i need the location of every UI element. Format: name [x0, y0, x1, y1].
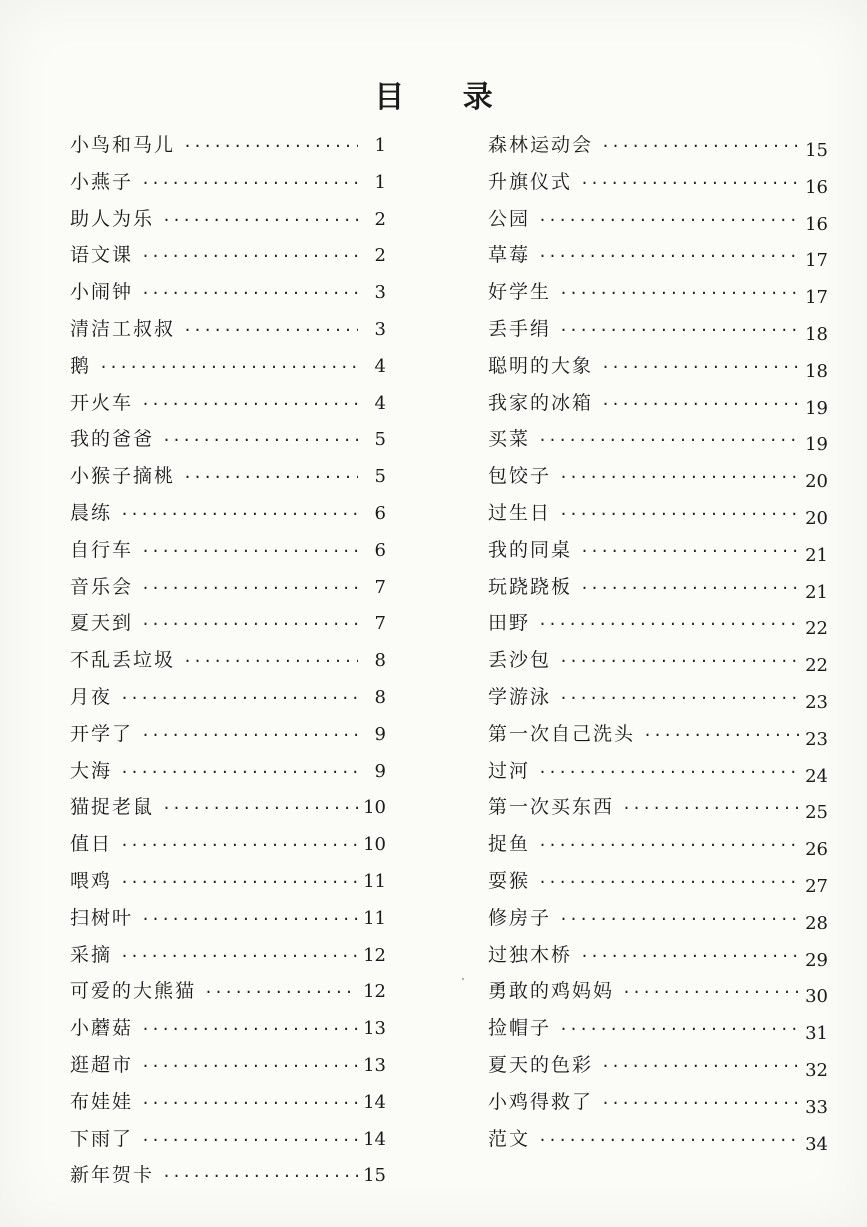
toc-entry-title: 修房子	[488, 906, 552, 929]
toc-entry	[70, 1121, 386, 1158]
toc-entry-title: 第一次自己洗头	[488, 722, 636, 745]
toc-entry	[488, 826, 828, 863]
toc-entry	[488, 937, 828, 974]
toc-entry-title: 鹅	[70, 354, 92, 377]
toc-entry-page: 25	[805, 802, 828, 824]
toc-entry-page: 29	[805, 949, 828, 971]
dot-leader	[141, 606, 358, 643]
dot-leader	[538, 864, 800, 901]
dot-leader	[580, 165, 800, 202]
toc-entry-page: 22	[805, 655, 828, 677]
toc-entry-title: 学游泳	[488, 685, 552, 708]
dot-leader	[559, 643, 800, 680]
toc-entry	[488, 900, 828, 937]
toc-entry-title: 我的爸爸	[70, 428, 155, 451]
toc-column-right	[488, 127, 828, 1157]
toc-entry	[488, 1047, 828, 1084]
dot-leader	[622, 974, 800, 1011]
toc-entry	[70, 1157, 386, 1194]
toc-entry-page: 33	[805, 1096, 828, 1118]
toc-entry-title: 语文课	[70, 244, 134, 267]
dot-leader	[141, 901, 358, 938]
toc-entry	[70, 642, 386, 679]
toc-entry-page: 1	[374, 135, 386, 156]
dot-leader	[559, 1011, 800, 1048]
toc-entry-title: 月夜	[70, 685, 113, 708]
toc-entry	[488, 789, 828, 826]
dot-leader	[538, 827, 800, 864]
toc-entry-title: 采摘	[70, 943, 113, 966]
dot-leader	[120, 864, 358, 901]
toc-entry-title: 新年贺卡	[70, 1164, 155, 1187]
dot-leader	[183, 643, 358, 680]
dot-leader	[601, 349, 800, 386]
toc-entry-page: 27	[805, 875, 828, 897]
dot-leader	[183, 459, 358, 496]
toc-entry-page: 7	[374, 576, 386, 598]
dot-leader	[183, 312, 358, 349]
toc-entry-page: 16	[805, 213, 828, 235]
dot-leader	[162, 422, 358, 459]
toc-entry-page: 5	[374, 466, 386, 488]
dot-leader	[141, 1048, 358, 1085]
toc-entry-page: 2	[374, 208, 386, 230]
toc-entry	[488, 605, 828, 642]
toc-entry-title: 夏天的色彩	[488, 1053, 594, 1076]
toc-entry-page: 17	[805, 287, 828, 309]
toc-entry-page: 9	[374, 760, 386, 782]
dot-leader	[580, 533, 800, 570]
toc-entry-title: 丢沙包	[488, 649, 552, 672]
dot-leader	[622, 790, 800, 827]
dot-leader	[538, 606, 800, 643]
toc-entry-title: 喂鸡	[70, 869, 113, 892]
toc-entry	[488, 1121, 828, 1158]
toc-entry-title: 自行车	[70, 538, 134, 561]
toc-entry-title: 下雨了	[70, 1127, 134, 1150]
toc-entry-title: 第一次买东西	[488, 796, 615, 819]
toc-entry-title: 音乐会	[70, 575, 134, 598]
dot-leader	[141, 1122, 358, 1159]
toc-entry	[70, 863, 386, 900]
toc-entry-page: 22	[805, 618, 828, 640]
toc-entry-title: 清洁工叔叔	[70, 317, 176, 340]
toc-entry	[70, 937, 386, 974]
dot-leader	[538, 1122, 800, 1159]
toc-entry-title: 可爱的大熊猫	[70, 980, 197, 1003]
toc-entry-title: 扫树叶	[70, 906, 134, 929]
toc-entry	[70, 421, 386, 458]
toc-entry-page: 21	[805, 544, 828, 566]
dot-leader	[141, 165, 358, 202]
toc-entry-page: 13	[363, 1054, 386, 1076]
toc-entry	[70, 716, 386, 753]
dot-leader	[538, 422, 800, 459]
toc-entry-page: 8	[374, 650, 386, 672]
toc-entry-title: 田野	[488, 612, 531, 635]
toc-entry	[70, 127, 386, 164]
dot-leader	[120, 496, 358, 533]
dot-leader	[141, 570, 358, 607]
toc-entry	[488, 532, 828, 569]
toc-entry-page: 10	[363, 797, 386, 819]
toc-entry-title: 玩跷跷板	[488, 575, 573, 598]
toc-entry-title: 森林运动会	[488, 134, 594, 156]
dot-leader	[601, 1085, 800, 1122]
toc-entry-page: 12	[363, 944, 386, 966]
toc-entry	[488, 348, 828, 385]
dot-leader	[559, 275, 800, 312]
toc-entry-title: 升旗仪式	[488, 170, 573, 193]
toc-entry-page: 12	[363, 981, 386, 1003]
toc-entry	[70, 274, 386, 311]
toc-entry-page: 28	[805, 912, 828, 934]
dot-leader	[559, 496, 800, 533]
toc-entry-title: 过河	[488, 759, 531, 782]
dot-leader	[141, 386, 358, 423]
toc-entry-title: 小蘑菇	[70, 1017, 134, 1040]
dot-leader	[141, 533, 358, 570]
toc-entry-title: 开学了	[70, 722, 134, 745]
toc-list-right	[488, 127, 828, 1157]
toc-entry	[488, 1084, 828, 1121]
dot-leader	[120, 938, 358, 975]
toc-column-left	[70, 127, 386, 1194]
toc-entry-page: 7	[374, 613, 386, 635]
dot-leader	[162, 1158, 358, 1195]
toc-entry	[70, 826, 386, 863]
dot-leader	[580, 570, 800, 607]
toc-entry-title: 我家的冰箱	[488, 391, 594, 414]
toc-entry	[488, 458, 828, 495]
dot-leader	[538, 754, 800, 791]
dot-leader	[601, 1048, 800, 1085]
toc-entry-title: 小鸡得救了	[488, 1090, 594, 1113]
toc-entry	[70, 201, 386, 238]
toc-entry	[488, 201, 828, 238]
toc-entry-page: 10	[363, 834, 386, 856]
toc-entry-title: 公园	[488, 207, 531, 230]
toc-entry-title: 包饺子	[488, 465, 552, 488]
dot-leader	[538, 238, 800, 275]
toc-entry	[488, 716, 828, 753]
toc-entry-page: 13	[363, 1018, 386, 1040]
toc-entry	[488, 642, 828, 679]
toc-entry-title: 逛超市	[70, 1053, 134, 1076]
toc-entry	[488, 385, 828, 422]
toc-entry	[70, 789, 386, 826]
toc-entry	[70, 164, 386, 201]
toc-entry-page: 30	[805, 986, 828, 1008]
dot-leader	[162, 202, 358, 239]
toc-entry-title: 不乱丢垃圾	[70, 649, 176, 672]
toc-entry	[70, 973, 386, 1010]
dot-leader	[141, 717, 358, 754]
dot-leader	[559, 459, 800, 496]
toc-entry	[488, 421, 828, 458]
toc-entry-title: 买菜	[488, 428, 531, 451]
toc-entry	[70, 237, 386, 274]
toc-entry	[70, 385, 386, 422]
toc-entry-page: 20	[805, 507, 828, 529]
toc-entry-title: 值日	[70, 833, 113, 856]
dot-leader	[141, 1085, 358, 1122]
dot-leader	[99, 349, 358, 386]
toc-entry	[70, 753, 386, 790]
toc-entry-title: 聪明的大象	[488, 354, 594, 377]
toc-entry-page: 16	[805, 176, 828, 198]
toc-entry-title: 小鸟和马儿	[70, 134, 176, 156]
toc-entry-title: 捉鱼	[488, 833, 531, 856]
toc-entry-page: 23	[805, 691, 828, 713]
dot-leader	[120, 754, 358, 791]
toc-entry	[488, 311, 828, 348]
toc-entry-title: 过独木桥	[488, 943, 573, 966]
dot-leader	[162, 790, 358, 827]
toc-entry-title: 猫捉老鼠	[70, 796, 155, 819]
toc-entry-page: 34	[805, 1133, 828, 1155]
dot-leader	[559, 312, 800, 349]
toc-entry	[70, 348, 386, 385]
dot-leader	[120, 827, 358, 864]
toc-entry-page: 1	[374, 171, 386, 193]
toc-entry-title: 范文	[488, 1127, 531, 1150]
toc-entry	[70, 1047, 386, 1084]
toc-entry-page: 3	[374, 318, 386, 340]
toc-entry-page: 18	[805, 323, 828, 345]
toc-entry	[488, 569, 828, 606]
toc-entry-page: 31	[805, 1023, 828, 1045]
toc-entry	[488, 127, 828, 164]
toc-entry-title: 耍猴	[488, 869, 531, 892]
toc-entry	[488, 1010, 828, 1047]
toc-entry	[488, 164, 828, 201]
toc-entry-page: 11	[363, 870, 386, 892]
toc-entry-page: 24	[805, 765, 828, 787]
toc-entry-page: 15	[805, 140, 828, 161]
toc-entry-page: 23	[805, 728, 828, 750]
toc-entry-title: 丢手绢	[488, 317, 552, 340]
toc-entry-page: 8	[374, 686, 386, 708]
dot-leader	[204, 974, 358, 1011]
toc-entry-page: 6	[374, 539, 386, 561]
toc-entry	[488, 863, 828, 900]
toc-entry	[70, 569, 386, 606]
toc-entry	[70, 900, 386, 937]
toc-entry	[70, 605, 386, 642]
toc-entry	[488, 679, 828, 716]
toc-entry-title: 小燕子	[70, 170, 134, 193]
toc-entry	[70, 532, 386, 569]
dot-leader	[559, 901, 800, 938]
toc-entry-page: 19	[805, 434, 828, 456]
dot-leader	[538, 202, 800, 239]
toc-entry-page: 19	[805, 397, 828, 419]
toc-entry	[70, 1084, 386, 1121]
toc-entry-title: 好学生	[488, 281, 552, 304]
toc-entry-page: 26	[805, 839, 828, 861]
toc-entry-page: 2	[374, 245, 386, 267]
toc-entry-page: 15	[363, 1165, 386, 1187]
toc-entry-page: 9	[374, 723, 386, 745]
toc-entry-page: 4	[374, 392, 386, 414]
dot-leader	[141, 238, 358, 275]
toc-entry-title: 夏天到	[70, 612, 134, 635]
toc-entry	[70, 458, 386, 495]
dot-leader	[120, 680, 358, 717]
toc-entry-page: 21	[805, 581, 828, 603]
toc-entry-page: 18	[805, 360, 828, 382]
toc-entry-page: 6	[374, 502, 386, 524]
dot-leader	[559, 680, 800, 717]
toc-entry-title: 大海	[70, 759, 113, 782]
toc-entry-title: 布娃娃	[70, 1090, 134, 1113]
dot-leader	[580, 938, 800, 975]
toc-entry	[488, 237, 828, 274]
toc-entry-title: 捡帽子	[488, 1017, 552, 1040]
toc-entry-page: 20	[805, 471, 828, 493]
scan-speck	[462, 978, 464, 980]
toc-entry-page: 3	[374, 282, 386, 304]
dot-leader	[601, 128, 800, 165]
toc-entry-page: 17	[805, 250, 828, 272]
toc-entry-title: 小猴子摘桃	[70, 465, 176, 488]
toc-entry	[488, 495, 828, 532]
toc-entry-page: 14	[363, 1091, 386, 1113]
toc-entry-title: 勇敢的鸡妈妈	[488, 980, 615, 1003]
toc-entry	[70, 1010, 386, 1047]
toc-entry	[488, 274, 828, 311]
toc-entry-page: 32	[805, 1059, 828, 1081]
toc-entry-page: 5	[374, 429, 386, 451]
toc-entry	[70, 495, 386, 532]
toc-entry-page: 14	[363, 1128, 386, 1150]
dot-leader	[141, 1011, 358, 1048]
dot-leader	[643, 717, 800, 754]
toc-entry	[488, 973, 828, 1010]
toc-entry-title: 开火车	[70, 391, 134, 414]
toc-entry-title: 我的同桌	[488, 538, 573, 561]
toc-entry-page: 4	[374, 355, 386, 377]
toc-entry	[70, 679, 386, 716]
dot-leader	[183, 128, 358, 165]
dot-leader	[601, 386, 800, 423]
toc-entry-title: 晨练	[70, 501, 113, 524]
toc-entry	[488, 753, 828, 790]
page-title: 目 录	[374, 80, 517, 115]
toc-entry-title: 助人为乐	[70, 207, 155, 230]
toc-entry-title: 草莓	[488, 244, 531, 267]
toc-entry-title: 过生日	[488, 501, 552, 524]
toc-entry-page: 11	[363, 907, 386, 929]
toc-entry-title: 小闹钟	[70, 281, 134, 304]
dot-leader	[141, 275, 358, 312]
toc-list-left	[70, 127, 386, 1194]
toc-entry	[70, 311, 386, 348]
